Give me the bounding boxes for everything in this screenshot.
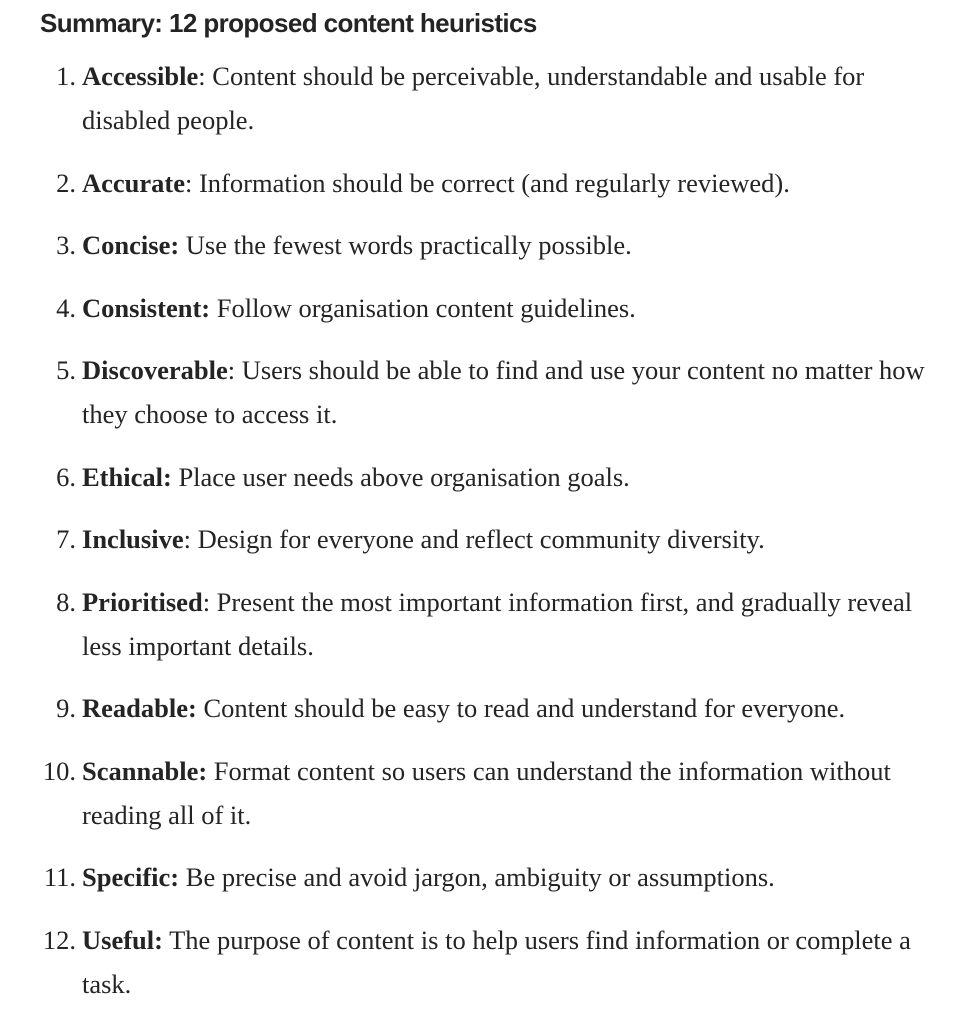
heuristic-term: Prioritised: [82, 586, 203, 617]
list-item: [0, 855, 960, 899]
heuristic-description: The purpose of content is to help users find information or complete a task.: [82, 924, 911, 999]
list-number: 11.: [43, 862, 76, 892]
heuristic-term: Discoverable: [82, 355, 228, 385]
heuristic-description: : Users should be able to find and use your content no matter how they choose to access it.: [82, 355, 925, 429]
list-number: 7.: [56, 524, 76, 554]
heuristic-description: Format content so users can understand the information without reading all of it.: [82, 755, 891, 830]
heuristic-term: Accurate: [82, 167, 185, 198]
list-number: 3.: [56, 230, 76, 260]
heuristic-description: : Present the most important information first, and gradually reveal less important details.: [82, 586, 913, 661]
heuristic-term: Readable:: [82, 693, 197, 723]
heuristic-term: Inclusive: [82, 524, 184, 554]
list-number: 6.: [56, 461, 76, 492]
list-item: [0, 749, 960, 837]
list-number: 5.: [56, 355, 76, 385]
heuristic-term: Ethical:: [82, 461, 172, 492]
heuristic-term: Consistent:: [82, 292, 211, 323]
list-number: 12.: [42, 924, 76, 955]
list-item: [0, 580, 960, 668]
heuristic-term: Accessible: [82, 61, 199, 91]
list-item: [0, 918, 960, 1006]
heuristic-term: Useful:: [82, 924, 163, 955]
list-number: 9.: [56, 693, 76, 723]
section-heading: Summary: 12 proposed content heuristics: [40, 8, 537, 38]
heuristic-description: : Content should be perceivable, understandable and usable for disabled people.: [82, 61, 865, 135]
heuristics-list: [0, 54, 960, 1021]
list-item: [0, 54, 960, 142]
heuristic-term: Concise:: [82, 230, 180, 260]
list-number: 4.: [56, 292, 76, 323]
list-item: [0, 161, 960, 205]
heuristic-description: Content should be easy to read and understand for everyone.: [196, 693, 846, 723]
list-number: 10.: [42, 755, 76, 786]
list-item: [0, 517, 960, 561]
list-item: [0, 348, 960, 436]
heuristic-description: Place user needs above organisation goals.: [171, 461, 630, 492]
heuristic-description: : Information should be correct (and regularly reviewed).: [185, 167, 790, 198]
heuristic-term: Specific:: [82, 862, 180, 892]
list-number: 2.: [56, 167, 76, 198]
list-item: [0, 455, 960, 499]
list-number: 1.: [56, 61, 76, 91]
heuristic-description: Be precise and avoid jargon, ambiguity or assumptions.: [179, 862, 775, 892]
heuristic-description: : Design for everyone and reflect community diversity.: [183, 524, 765, 554]
heuristic-description: Use the fewest words practically possible.: [179, 230, 632, 260]
list-item: [0, 286, 960, 330]
list-item: [0, 223, 960, 267]
list-number: 8.: [56, 586, 76, 617]
list-item: [0, 686, 960, 730]
heuristic-term: Scannable:: [82, 755, 208, 786]
heuristic-description: Follow organisation content guidelines.: [210, 292, 636, 323]
